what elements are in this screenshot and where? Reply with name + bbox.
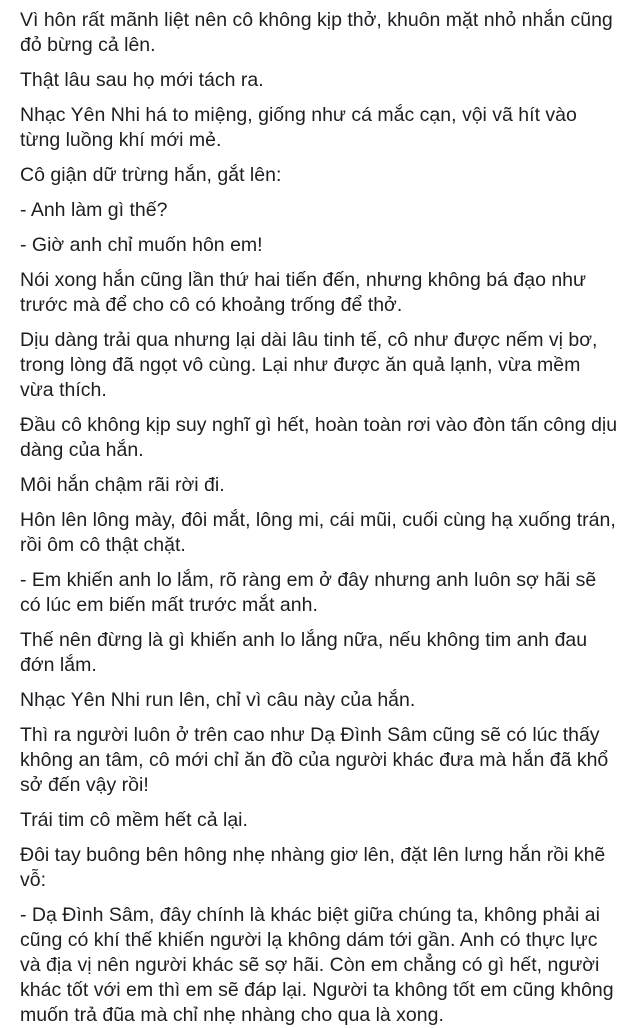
paragraph: Vì hôn rất mãnh liệt nên cô không kịp thở, khuôn mặt nhỏ nhắn cũng đỏ bừng cả lên. [20,9,613,56]
paragraph: Môi hắn chậm rãi rời đi. [20,474,225,496]
paragraph: Nhạc Yên Nhi há to miệng, giống như cá mắc cạn, vội vã hít vào từng luồng khí mới mẻ. [20,104,577,151]
paragraph: Hôn lên lông mày, đôi mắt, lông mi, cái mũi, cuối cùng hạ xuống trán, rồi ôm cô thật chặt. [20,509,616,556]
dialogue-line: - Dạ Đình Sâm, đây chính là khác biệt giữa chúng ta, không phải ai cũng có khí thế khiến người lạ không dám tới gần. Anh có thực lực và địa vị nên người khác sẽ sợ hãi. Còn em chẳng có gì hết, người khác tốt với em thì em sẽ đáp lại. Người ta không tốt em cũng không muốn trả đũa mà chỉ nhẹ nhàng cho qua là xong. [20,904,614,1026]
dialogue-line: - Giờ anh chỉ muốn hôn em! [20,234,263,256]
paragraph: Thật lâu sau họ mới tách ra. [20,69,264,91]
dialogue-line: - Em khiến anh lo lắm, rõ ràng em ở đây nhưng anh luôn sợ hãi sẽ có lúc em biến mất trước mắt anh. [20,569,597,616]
paragraph: Cô giận dữ trừng hắn, gắt lên: [20,164,282,186]
paragraph: Nhạc Yên Nhi run lên, chỉ vì câu này của hắn. [20,689,416,711]
paragraph: Nói xong hắn cũng lần thứ hai tiến đến, nhưng không bá đạo như trước mà để cho cô có khoảng trống để thở. [20,269,587,316]
paragraph: Dịu dàng trải qua nhưng lại dài lâu tinh tế, cô như được nếm vị bơ, trong lòng đã ngọt vô cùng. Lại như được ăn quả lạnh, vừa mềm vừa thích. [20,329,598,401]
paragraph: Đầu cô không kịp suy nghĩ gì hết, hoàn toàn rơi vào đòn tấn công dịu dàng của hắn. [20,414,618,461]
paragraph: Thì ra người luôn ở trên cao như Dạ Đình Sâm cũng sẽ có lúc thấy không an tâm, cô mới chỉ ăn đồ của người khác đưa mà hắn đã khổ sở đến vậy rồi! [20,724,609,796]
paragraph: Đôi tay buông bên hông nhẹ nhàng giơ lên, đặt lên lưng hắn rồi khẽ vỗ: [20,844,606,891]
dialogue-line: - Anh làm gì thế? [20,199,168,221]
paragraph: Thế nên đừng là gì khiến anh lo lắng nữa, nếu không tim anh đau đớn lắm. [20,629,588,676]
paragraph: Trái tim cô mềm hết cả lại. [20,809,248,831]
